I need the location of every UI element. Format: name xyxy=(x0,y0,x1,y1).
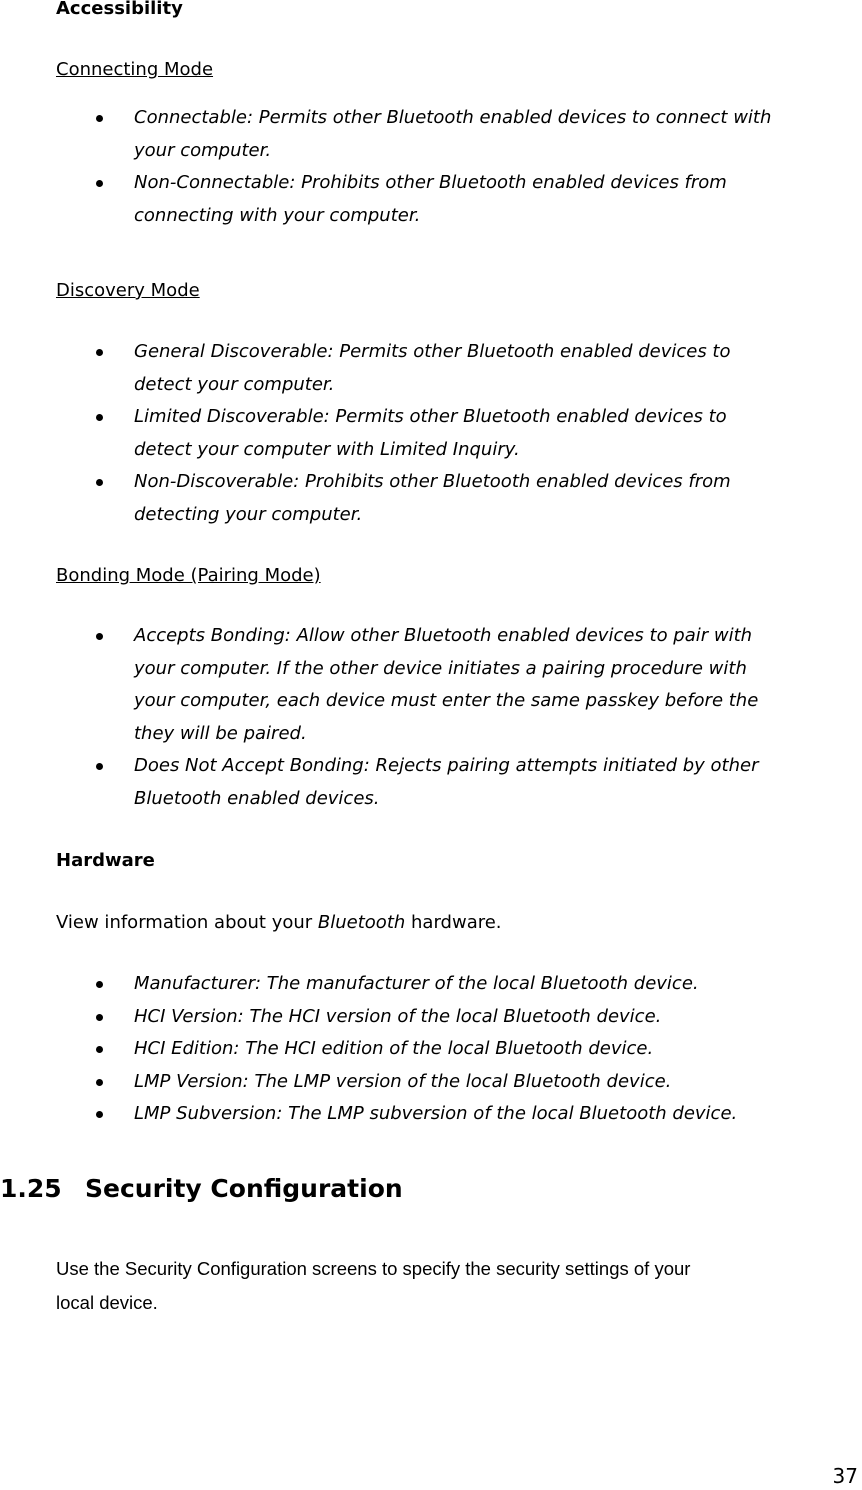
bullet-icon xyxy=(96,763,103,770)
bullet-icon xyxy=(96,981,103,988)
accessibility-heading: Accessibility xyxy=(56,0,183,19)
bullet-icon xyxy=(96,633,103,640)
list-item-line: Manufacturer: The manufacturer of the local Bluetooth device. xyxy=(134,973,699,994)
list-item xyxy=(0,401,862,466)
list-item-line: detect your computer. xyxy=(134,373,335,395)
hardware-intro-pre: View information about your xyxy=(56,912,318,933)
discovery-mode-list xyxy=(0,336,862,531)
list-item-line: Limited Discoverable: Permits other Bluetooth enabled devices to xyxy=(134,406,727,427)
list-item-line: your computer. xyxy=(134,139,272,161)
list-item-line: Accepts Bonding: Allow other Bluetooth enabled devices to pair with xyxy=(134,625,753,646)
bullet-icon xyxy=(96,349,103,356)
bullet-icon xyxy=(96,479,103,486)
bonding-mode-list xyxy=(0,620,862,815)
list-item-line: detect your computer with Limited Inquiry. xyxy=(134,438,520,460)
hardware-intro-post: hardware. xyxy=(405,912,502,933)
hardware-intro xyxy=(56,912,502,933)
security-body-line: local device. xyxy=(56,1292,158,1313)
list-item-line: Bluetooth enabled devices. xyxy=(134,787,380,809)
page-number: 37 xyxy=(832,1464,858,1488)
list-item-line: Connectable: Permits other Bluetooth enabled devices to connect with xyxy=(134,107,772,128)
security-body xyxy=(56,1252,690,1320)
list-item xyxy=(0,620,862,750)
list-item xyxy=(0,1066,862,1099)
bullet-icon xyxy=(96,115,103,122)
connecting-mode-list xyxy=(0,102,862,232)
bullet-icon xyxy=(96,1079,103,1086)
list-item xyxy=(0,750,862,815)
list-item-line: HCI Edition: The HCI edition of the local Bluetooth device. xyxy=(134,1038,654,1059)
connecting-mode-heading: Connecting Mode xyxy=(56,59,214,80)
list-item-line: your computer, each device must enter the same passkey before the xyxy=(134,690,759,711)
list-item xyxy=(0,466,862,531)
list-item xyxy=(0,1033,862,1066)
bullet-icon xyxy=(96,180,103,187)
security-body-line: Use the Security Configuration screens to specify the security settings of your xyxy=(56,1258,691,1279)
list-item xyxy=(0,968,862,1001)
list-item-line: General Discoverable: Permits other Bluetooth enabled devices to xyxy=(134,341,731,362)
list-item-line: LMP Version: The LMP version of the local Bluetooth device. xyxy=(134,1070,672,1092)
list-item xyxy=(0,1001,862,1034)
list-item xyxy=(0,336,862,401)
hardware-heading: Hardware xyxy=(56,850,155,871)
security-section-title: Security Configuration xyxy=(85,1174,403,1203)
list-item-line: your computer. If the other device initiates a pairing procedure with xyxy=(134,657,747,679)
list-item xyxy=(0,1098,862,1131)
hardware-list xyxy=(0,968,862,1131)
list-item-line: LMP Subversion: The LMP subversion of the local Bluetooth device. xyxy=(134,1103,738,1124)
list-item-line: Does Not Accept Bonding: Rejects pairing attempts initiated by other xyxy=(134,755,759,776)
bullet-icon xyxy=(96,1111,103,1118)
list-item-line: connecting with your computer. xyxy=(134,204,421,226)
bullet-icon xyxy=(96,1046,103,1053)
list-item-line: Non-Discoverable: Prohibits other Bluetooth enabled devices from xyxy=(134,471,731,492)
bullet-icon xyxy=(96,414,103,421)
discovery-mode-heading: Discovery Mode xyxy=(56,280,200,301)
list-item xyxy=(0,102,862,167)
security-section-number: 1.25 xyxy=(0,1174,62,1203)
list-item-line: they will be paired. xyxy=(134,722,307,744)
hardware-intro-em: Bluetooth xyxy=(317,912,406,933)
list-item xyxy=(0,167,862,232)
list-item-line: HCI Version: The HCI version of the local Bluetooth device. xyxy=(134,1005,662,1027)
list-item-line: Non-Connectable: Prohibits other Bluetooth enabled devices from xyxy=(134,172,727,193)
security-section-heading xyxy=(0,1174,403,1203)
bullet-icon xyxy=(96,1014,103,1021)
bonding-mode-heading: Bonding Mode (Pairing Mode) xyxy=(56,565,321,586)
list-item-line: detecting your computer. xyxy=(134,503,363,525)
